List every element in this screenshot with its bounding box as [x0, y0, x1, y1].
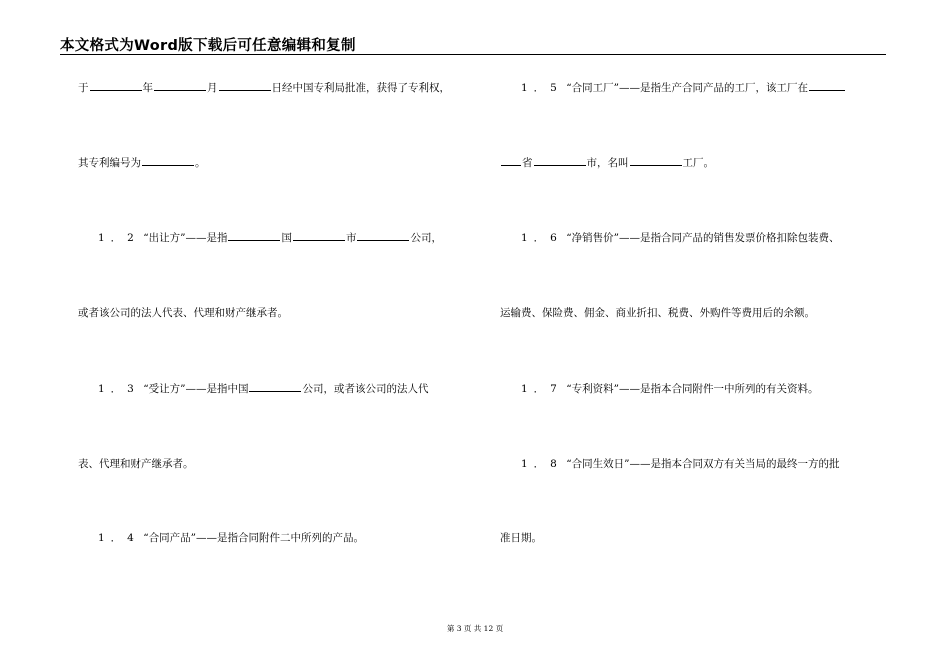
- clause-number: 1．2: [98, 232, 140, 244]
- blank-field: [228, 230, 280, 241]
- clause-number: 1．8: [521, 458, 563, 470]
- left-line-3: [98, 230, 442, 245]
- page-footer: 第 3 页 共 12 页: [446, 624, 504, 633]
- header-rule: [60, 54, 886, 55]
- clause-number: 1．3: [98, 383, 140, 395]
- text: 省: [522, 157, 533, 169]
- blank-field: [90, 80, 142, 91]
- text: “受让方”——是指中国: [143, 383, 249, 395]
- clause-number: 1．5: [521, 82, 563, 94]
- left-line-6: [78, 456, 194, 471]
- text: 市: [345, 232, 357, 244]
- right-line-6: [521, 456, 839, 471]
- left-line-4: [78, 305, 288, 320]
- left-line-5: [98, 381, 428, 396]
- text: 其专利编号为: [78, 157, 141, 169]
- text: 公司，或者该公司的法人代: [302, 383, 429, 395]
- blank-field: [357, 230, 409, 241]
- text: “净销售价”——是指合同产品的销售发票价格扣除包装费、: [566, 232, 840, 244]
- blank-field: [501, 155, 521, 166]
- text: 表、代理和财产继承者。: [78, 458, 194, 470]
- blank-field: [534, 155, 586, 166]
- left-line-2: [78, 155, 206, 170]
- right-line-5: [521, 381, 818, 396]
- right-line-1: [521, 80, 846, 95]
- text: “专利资料”——是指本合同附件一中所列的有关资料。: [566, 383, 819, 395]
- text: 于: [78, 82, 89, 94]
- page-header-title: 本文格式为Word版下载后可任意编辑和复制: [60, 38, 356, 54]
- blank-field: [630, 155, 682, 166]
- right-line-7: [500, 530, 542, 545]
- clause-number: 1．7: [521, 383, 563, 395]
- left-line-7: [98, 530, 364, 545]
- blank-field: [249, 381, 301, 392]
- clause-number: 1．4: [98, 532, 140, 544]
- text: 年: [142, 82, 153, 94]
- clause-number: 1．6: [521, 232, 563, 244]
- right-line-3: [521, 230, 839, 245]
- blank-field: [142, 155, 194, 166]
- text: “合同产品”——是指合同附件二中所列的产品。: [143, 532, 364, 544]
- blank-field: [293, 230, 345, 241]
- blank-field: [219, 80, 271, 91]
- text: “合同生效日”——是指本合同双方有关当局的最终一方的批: [566, 458, 840, 470]
- text: 日经中国专利局批准，获得了专利权，: [271, 82, 450, 94]
- left-line-1: [78, 80, 450, 95]
- text: 准日期。: [500, 532, 542, 544]
- blank-field: [809, 80, 845, 91]
- text: 月: [207, 82, 218, 94]
- text: “合同工厂”——是指生产合同产品的工厂，该工厂在: [566, 82, 808, 94]
- text: 工厂。: [682, 157, 714, 169]
- text: 公司，: [410, 232, 442, 244]
- text: “出让方”——是指: [143, 232, 228, 244]
- text: 。: [195, 157, 206, 169]
- right-line-2: [500, 155, 714, 170]
- text: 运输费、保险费、佣金、商业折扣、税费、外购件等费用后的余额。: [500, 307, 815, 319]
- text: 或者该公司的法人代表、代理和财产继承者。: [78, 307, 288, 319]
- text: 市，名叫: [586, 157, 629, 169]
- right-line-4: [500, 305, 815, 320]
- text: 国: [281, 232, 292, 244]
- blank-field: [154, 80, 206, 91]
